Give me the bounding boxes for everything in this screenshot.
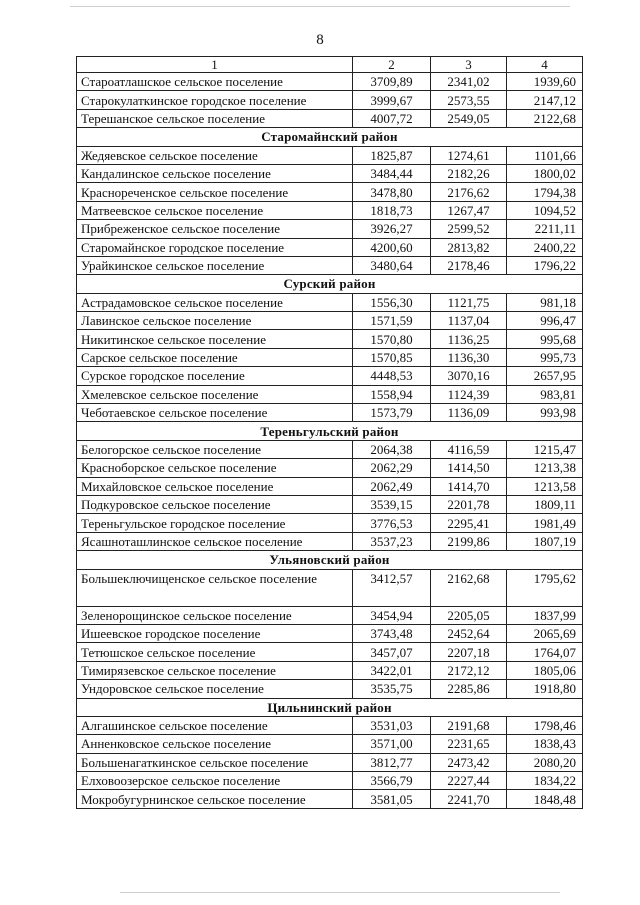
value-col-4: 1834,22 <box>507 772 583 790</box>
value-col-2: 3457,07 <box>353 643 431 661</box>
settlement-name: Тимирязевское сельское поселение <box>77 661 353 679</box>
value-col-4: 996,47 <box>507 312 583 330</box>
table-row <box>77 367 583 385</box>
value-col-3: 1136,25 <box>431 330 507 348</box>
value-col-4: 1837,99 <box>507 606 583 624</box>
table-row <box>77 109 583 127</box>
value-col-4: 2122,68 <box>507 109 583 127</box>
settlement-name: Михайловское сельское поселение <box>77 477 353 495</box>
value-col-3: 1124,39 <box>431 385 507 403</box>
value-col-2: 1818,73 <box>353 201 431 219</box>
value-col-4: 1798,46 <box>507 716 583 734</box>
settlement-name: Лавинское сельское поселение <box>77 312 353 330</box>
settlement-name: Матвеевское сельское поселение <box>77 201 353 219</box>
region-title: Сурский район <box>77 275 583 293</box>
value-col-3: 2813,82 <box>431 238 507 256</box>
value-col-3: 1136,30 <box>431 348 507 366</box>
value-col-4: 1838,43 <box>507 735 583 753</box>
value-col-3: 2178,46 <box>431 256 507 274</box>
value-col-2: 3480,64 <box>353 256 431 274</box>
settlement-name: Тереньгульское городское поселение <box>77 514 353 532</box>
value-col-4: 1809,11 <box>507 495 583 513</box>
value-col-2: 3812,77 <box>353 753 431 771</box>
value-col-2: 3776,53 <box>353 514 431 532</box>
value-col-4: 2211,11 <box>507 220 583 238</box>
table-row <box>77 514 583 532</box>
value-col-2: 3454,94 <box>353 606 431 624</box>
settlement-name: Терешанское сельское поселение <box>77 109 353 127</box>
settlement-name: Сурское городское поселение <box>77 367 353 385</box>
table-row <box>77 385 583 403</box>
header-col-3: 3 <box>431 57 507 73</box>
table-row <box>77 661 583 679</box>
value-col-4: 995,73 <box>507 348 583 366</box>
region-title: Старомайнский район <box>77 128 583 146</box>
value-col-4: 1213,58 <box>507 477 583 495</box>
value-col-4: 1794,38 <box>507 183 583 201</box>
value-col-4: 2400,22 <box>507 238 583 256</box>
value-col-4: 1918,80 <box>507 680 583 698</box>
value-col-4: 1764,07 <box>507 643 583 661</box>
table-row <box>77 146 583 164</box>
settlement-name: Белогорское сельское поселение <box>77 440 353 458</box>
value-col-2: 3484,44 <box>353 164 431 182</box>
settlement-name: Краснореченское сельское поселение <box>77 183 353 201</box>
value-col-2: 1570,80 <box>353 330 431 348</box>
value-col-4: 1795,62 <box>507 569 583 606</box>
table-row <box>77 459 583 477</box>
value-col-3: 1414,50 <box>431 459 507 477</box>
table-row <box>77 238 583 256</box>
value-col-2: 1571,59 <box>353 312 431 330</box>
value-col-3: 2452,64 <box>431 624 507 642</box>
settlement-name: Красноборское сельское поселение <box>77 459 353 477</box>
value-col-3: 2549,05 <box>431 109 507 127</box>
value-col-3: 2573,55 <box>431 91 507 109</box>
value-col-2: 3926,27 <box>353 220 431 238</box>
value-col-4: 1805,06 <box>507 661 583 679</box>
value-col-3: 1136,09 <box>431 404 507 422</box>
value-col-2: 3531,03 <box>353 716 431 734</box>
header-col-4: 4 <box>507 57 583 73</box>
value-col-2: 4007,72 <box>353 109 431 127</box>
value-col-2: 3571,00 <box>353 735 431 753</box>
table-row <box>77 440 583 458</box>
value-col-3: 1274,61 <box>431 146 507 164</box>
value-col-4: 981,18 <box>507 293 583 311</box>
settlement-name: Ишеевское городское поселение <box>77 624 353 642</box>
value-col-3: 2241,70 <box>431 790 507 808</box>
value-col-2: 3478,80 <box>353 183 431 201</box>
value-col-2: 3999,67 <box>353 91 431 109</box>
value-col-2: 3743,48 <box>353 624 431 642</box>
table-row <box>77 330 583 348</box>
value-col-3: 4116,59 <box>431 440 507 458</box>
value-col-3: 2191,68 <box>431 716 507 734</box>
settlement-name: Большенагаткинское сельское поселение <box>77 753 353 771</box>
settlement-name: Алгашинское сельское поселение <box>77 716 353 734</box>
region-header-row <box>77 551 583 569</box>
table-row <box>77 606 583 624</box>
value-col-4: 1981,49 <box>507 514 583 532</box>
table-row <box>77 772 583 790</box>
value-col-4: 995,68 <box>507 330 583 348</box>
value-col-2: 1570,85 <box>353 348 431 366</box>
scan-artifact-bottom <box>120 892 560 893</box>
table-row <box>77 532 583 550</box>
settlement-name: Старомайнское городское поселение <box>77 238 353 256</box>
page-number: 8 <box>316 32 324 48</box>
region-title: Ульяновский район <box>77 551 583 569</box>
value-col-3: 1137,04 <box>431 312 507 330</box>
value-col-2: 3412,57 <box>353 569 431 606</box>
value-col-3: 2295,41 <box>431 514 507 532</box>
region-header-row <box>77 698 583 716</box>
table-row <box>77 790 583 808</box>
table-row <box>77 680 583 698</box>
value-col-4: 1796,22 <box>507 256 583 274</box>
value-col-2: 4448,53 <box>353 367 431 385</box>
value-col-4: 1807,19 <box>507 532 583 550</box>
value-col-3: 2201,78 <box>431 495 507 513</box>
settlement-name: Урайкинское сельское поселение <box>77 256 353 274</box>
value-col-4: 1213,38 <box>507 459 583 477</box>
value-col-3: 2473,42 <box>431 753 507 771</box>
header-col-1: 1 <box>77 57 353 73</box>
value-col-2: 1556,30 <box>353 293 431 311</box>
value-col-2: 3422,01 <box>353 661 431 679</box>
table-row <box>77 164 583 182</box>
table-row <box>77 348 583 366</box>
value-col-2: 4200,60 <box>353 238 431 256</box>
value-col-3: 2182,26 <box>431 164 507 182</box>
settlement-name: Мокробугурнинское сельское поселение <box>77 790 353 808</box>
value-col-3: 2199,86 <box>431 532 507 550</box>
table-row <box>77 643 583 661</box>
settlement-name: Подкуровское сельское поселение <box>77 495 353 513</box>
value-col-4: 2080,20 <box>507 753 583 771</box>
scan-artifact-top <box>70 6 570 7</box>
settlement-name: Тетюшское сельское поселение <box>77 643 353 661</box>
table-row <box>77 293 583 311</box>
value-col-4: 1101,66 <box>507 146 583 164</box>
value-col-3: 2227,44 <box>431 772 507 790</box>
table-row <box>77 91 583 109</box>
value-col-2: 2064,38 <box>353 440 431 458</box>
table-row <box>77 312 583 330</box>
table-row <box>77 624 583 642</box>
table-row <box>77 256 583 274</box>
table-row <box>77 477 583 495</box>
settlement-name: Ясашноташлинское сельское поселение <box>77 532 353 550</box>
table-row <box>77 201 583 219</box>
value-col-2: 3566,79 <box>353 772 431 790</box>
value-col-3: 3070,16 <box>431 367 507 385</box>
table-row <box>77 220 583 238</box>
value-col-4: 1215,47 <box>507 440 583 458</box>
value-col-3: 1414,70 <box>431 477 507 495</box>
value-col-2: 3539,15 <box>353 495 431 513</box>
settlement-name: Сарское сельское поселение <box>77 348 353 366</box>
settlement-name: Елховоозерское сельское поселение <box>77 772 353 790</box>
value-col-2: 3709,89 <box>353 73 431 91</box>
value-col-3: 2231,65 <box>431 735 507 753</box>
value-col-3: 1121,75 <box>431 293 507 311</box>
value-col-4: 2065,69 <box>507 624 583 642</box>
settlement-name: Хмелевское сельское поселение <box>77 385 353 403</box>
value-col-4: 1939,60 <box>507 73 583 91</box>
table-row <box>77 753 583 771</box>
value-col-2: 3581,05 <box>353 790 431 808</box>
region-header-row <box>77 422 583 440</box>
table-row <box>77 569 583 606</box>
value-col-2: 2062,49 <box>353 477 431 495</box>
settlement-name: Кандалинское сельское поселение <box>77 164 353 182</box>
value-col-2: 1558,94 <box>353 385 431 403</box>
value-col-4: 1094,52 <box>507 201 583 219</box>
value-col-4: 983,81 <box>507 385 583 403</box>
value-col-3: 1267,47 <box>431 201 507 219</box>
settlements-table <box>76 56 583 809</box>
value-col-3: 2172,12 <box>431 661 507 679</box>
table-row <box>77 735 583 753</box>
table-row <box>77 183 583 201</box>
value-col-3: 2207,18 <box>431 643 507 661</box>
settlement-name: Большеключищенское сельское поселение <box>77 569 353 606</box>
value-col-3: 2341,02 <box>431 73 507 91</box>
value-col-4: 2657,95 <box>507 367 583 385</box>
settlement-name: Зеленорощинское сельское поселение <box>77 606 353 624</box>
value-col-2: 3535,75 <box>353 680 431 698</box>
value-col-4: 2147,12 <box>507 91 583 109</box>
settlement-name: Жедяевское сельское поселение <box>77 146 353 164</box>
value-col-3: 2162,68 <box>431 569 507 606</box>
value-col-4: 1848,48 <box>507 790 583 808</box>
region-title: Тереньгульский район <box>77 422 583 440</box>
value-col-2: 1573,79 <box>353 404 431 422</box>
table-row <box>77 404 583 422</box>
value-col-2: 3537,23 <box>353 532 431 550</box>
value-col-2: 1825,87 <box>353 146 431 164</box>
value-col-3: 2599,52 <box>431 220 507 238</box>
settlement-name: Анненковское сельское поселение <box>77 735 353 753</box>
header-col-2: 2 <box>353 57 431 73</box>
table-row <box>77 716 583 734</box>
table-header-row <box>77 57 583 73</box>
settlement-name: Чеботаевское сельское поселение <box>77 404 353 422</box>
settlement-name: Никитинское сельское поселение <box>77 330 353 348</box>
value-col-4: 1800,02 <box>507 164 583 182</box>
table-row <box>77 495 583 513</box>
region-header-row <box>77 275 583 293</box>
value-col-3: 2285,86 <box>431 680 507 698</box>
value-col-3: 2176,62 <box>431 183 507 201</box>
settlement-name: Прибреженское сельское поселение <box>77 220 353 238</box>
settlement-name: Староатлашское сельское поселение <box>77 73 353 91</box>
region-header-row <box>77 128 583 146</box>
value-col-3: 2205,05 <box>431 606 507 624</box>
value-col-2: 2062,29 <box>353 459 431 477</box>
region-title: Цильнинский район <box>77 698 583 716</box>
value-col-4: 993,98 <box>507 404 583 422</box>
settlement-name: Старокулаткинское городское поселение <box>77 91 353 109</box>
settlement-name: Ундоровское сельское поселение <box>77 680 353 698</box>
table-row <box>77 73 583 91</box>
settlement-name: Астрадамовское сельское поселение <box>77 293 353 311</box>
